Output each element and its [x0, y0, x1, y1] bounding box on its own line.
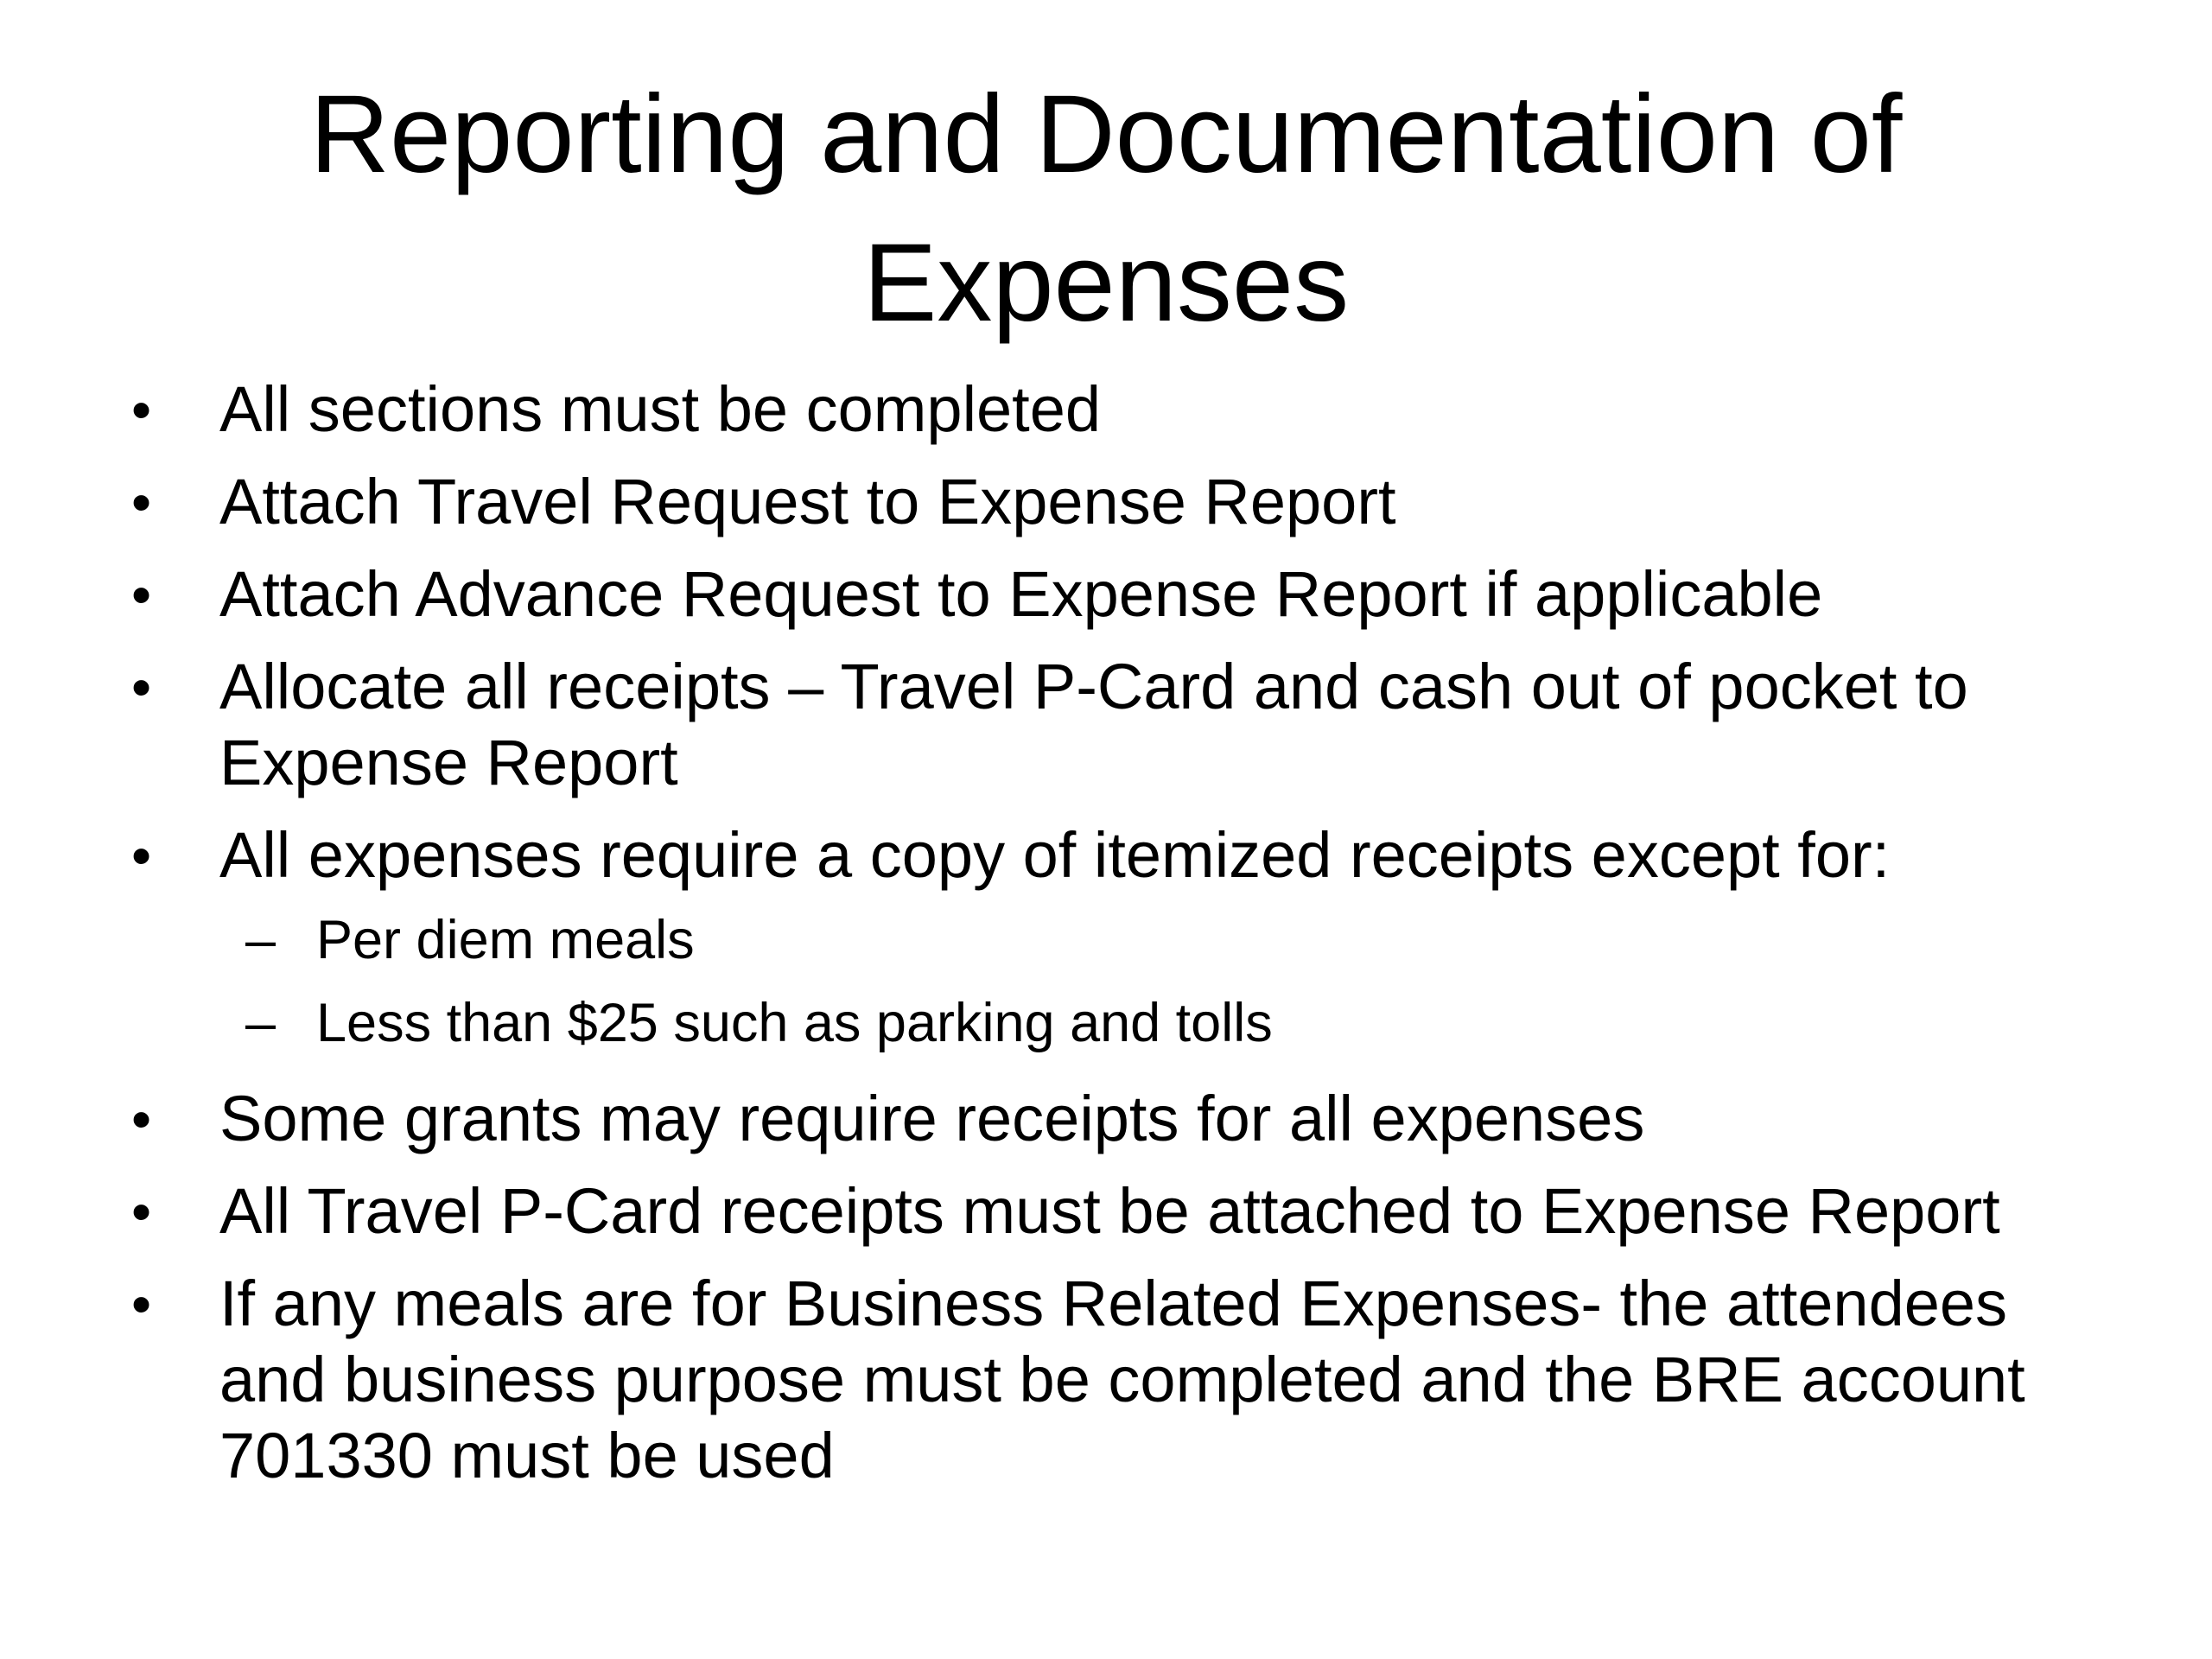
bullet-item — [130, 372, 2117, 448]
bullet-text: If any meals are for Business Related Expenses- the attendees and business purpose must be completed and the BRE account 701330 must be used — [219, 1268, 2025, 1491]
bullet-text: Allocate all receipts – Travel P-Card and cash out of pocket to Expense Report — [219, 651, 1968, 798]
bullet-text: All sections must be completed — [219, 373, 1102, 445]
bullet-item — [130, 556, 2117, 632]
bullet-icon: • — [131, 563, 152, 626]
bullet-text: Attach Travel Request to Expense Report — [219, 466, 1396, 537]
bullet-icon: • — [131, 470, 152, 534]
bullet-list — [130, 372, 2117, 1510]
sub-bullet-item — [219, 899, 2117, 982]
sub-bullet-item — [219, 982, 2117, 1065]
bullet-icon: • — [131, 1179, 152, 1243]
bullet-icon: • — [131, 1272, 152, 1336]
sub-bullet-text: Less than $25 such as parking and tolls — [316, 993, 1273, 1053]
sub-bullet-list — [219, 899, 2117, 1065]
dash-icon: – — [245, 993, 276, 1053]
bullet-item — [130, 1266, 2117, 1494]
title-line-2: Expenses — [862, 221, 1350, 345]
bullet-text: All Travel P-Card receipts must be attached to Expense Report — [219, 1175, 2000, 1247]
bullet-item — [130, 1081, 2117, 1157]
bullet-text: Some grants may require receipts for all expenses — [219, 1083, 1645, 1154]
bullet-icon: • — [131, 378, 152, 442]
slide-title — [138, 60, 2074, 358]
bullet-icon: • — [131, 1087, 152, 1151]
dash-icon: – — [245, 910, 276, 970]
bullet-icon: • — [131, 823, 152, 887]
bullet-item — [130, 649, 2117, 801]
sub-bullet-text: Per diem meals — [316, 910, 695, 970]
bullet-icon: • — [131, 655, 152, 719]
bullet-item — [130, 464, 2117, 540]
bullet-text: Attach Advance Request to Expense Report if applicable — [219, 558, 1823, 630]
bullet-item — [130, 1173, 2117, 1249]
title-line-1: Reporting and Documentation of — [309, 73, 1903, 196]
bullet-text: All expenses require a copy of itemized receipts except for: — [219, 819, 1891, 891]
bullet-item — [130, 817, 2117, 1065]
